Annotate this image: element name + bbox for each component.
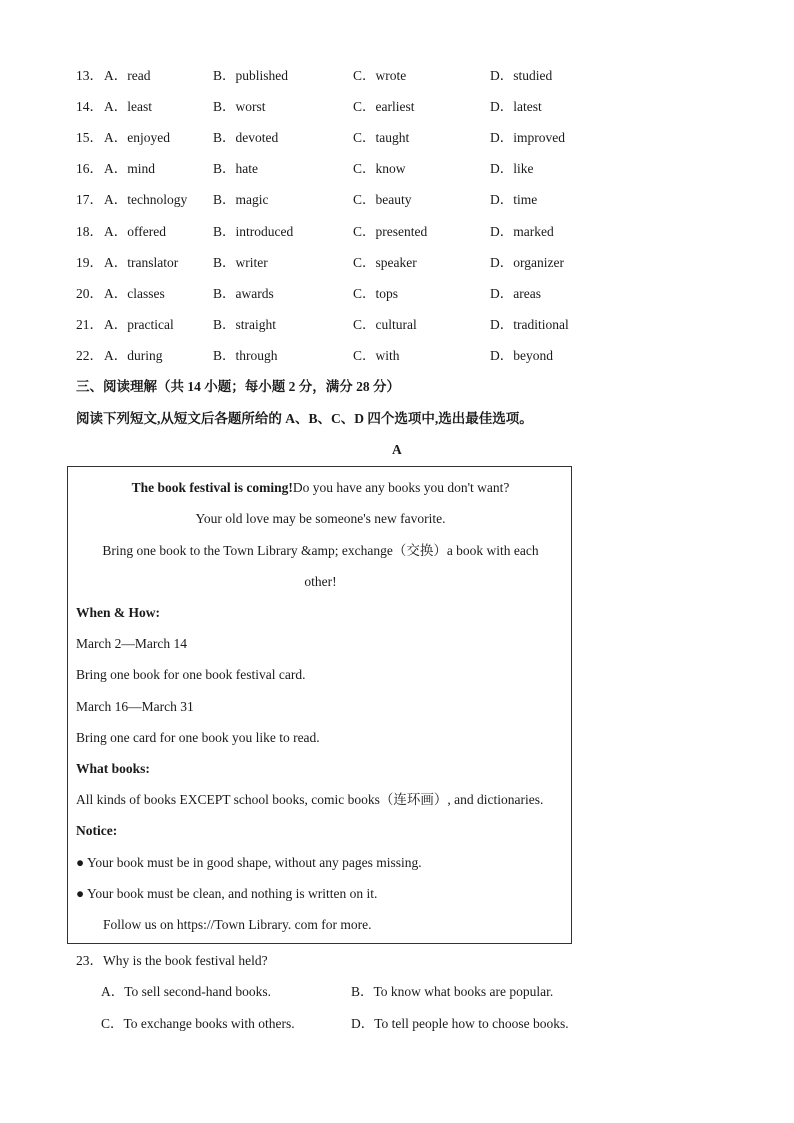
option-d: D．studied: [490, 68, 553, 83]
option-d: D．areas: [490, 286, 541, 301]
option-c: C．speaker: [353, 255, 417, 270]
option-a: A．read: [104, 68, 151, 83]
passage-line: Bring one book to the Town Library &amp; exchange（交换）a book with each: [102, 543, 539, 558]
option-c: C．presented: [353, 224, 428, 239]
option-a: A．technology: [104, 192, 188, 207]
headline: [68, 478, 573, 498]
passage-box: [67, 466, 572, 944]
option-c: C．cultural: [353, 317, 417, 332]
instruction: 阅读下列短文,从短文后各题所给的 A、B、C、D 四个选项中,选出最佳选项。: [76, 411, 533, 426]
option-c: C．know: [353, 161, 406, 176]
option-b: B．devoted: [213, 130, 279, 145]
question-number: 19．: [76, 255, 103, 270]
choice-a: A．To sell second-hand books.: [101, 984, 272, 999]
option-c: C．wrote: [353, 68, 407, 83]
option-d: D．traditional: [490, 317, 569, 332]
option-a: A．translator: [104, 255, 179, 270]
passage-line: Your old love may be someone's new favorite.: [195, 511, 446, 526]
option-c: C．with: [353, 348, 400, 363]
choice-c: C．To exchange books with others.: [101, 1016, 295, 1031]
option-a: A．during: [104, 348, 163, 363]
option-d: D．beyond: [490, 348, 553, 363]
notice-item: ● Your book must be in good shape, without any pages missing.: [76, 855, 422, 870]
passage-line: Bring one book for one book festival card.: [76, 667, 306, 682]
date-range: March 16—March 31: [76, 699, 194, 714]
question-23: 23．Why is the book festival held?: [76, 953, 268, 968]
passage-line: All kinds of books EXCEPT school books, comic books（连环画）, and dictionaries.: [76, 792, 544, 807]
option-b: B．magic: [213, 192, 269, 207]
option-d: D．organizer: [490, 255, 564, 270]
question-number: 18．: [76, 224, 103, 239]
option-b: B．published: [213, 68, 289, 83]
choice-d: D．To tell people how to choose books.: [351, 1016, 569, 1031]
option-a: A．enjoyed: [104, 130, 170, 145]
option-b: B．awards: [213, 286, 274, 301]
date-range: March 2—March 14: [76, 636, 187, 651]
option-d: D．like: [490, 161, 534, 176]
follow-line: Follow us on https://Town Library. com for more.: [103, 917, 372, 932]
option-b: B．hate: [213, 161, 258, 176]
question-number: 14．: [76, 99, 103, 114]
option-a: A．practical: [104, 317, 174, 332]
question-number: 13．: [76, 68, 103, 83]
option-d: D．latest: [490, 99, 542, 114]
notice-item: ● Your book must be clean, and nothing is written on it.: [76, 886, 378, 901]
option-c: C．tops: [353, 286, 399, 301]
option-d: D．time: [490, 192, 538, 207]
option-b: B．worst: [213, 99, 266, 114]
option-b: B．introduced: [213, 224, 294, 239]
option-a: A．offered: [104, 224, 166, 239]
option-a: A．least: [104, 99, 152, 114]
question-number: 17．: [76, 192, 103, 207]
question-number: 21．: [76, 317, 103, 332]
option-d: D．improved: [490, 130, 565, 145]
question-number: 15．: [76, 130, 103, 145]
headline-bold: The book festival is coming!: [131, 480, 293, 495]
option-b: B．straight: [213, 317, 276, 332]
section-title: 三、阅读理解（共 14 小题；每小题 2 分，满分 28 分）: [76, 379, 400, 394]
question-number: 20．: [76, 286, 103, 301]
when-how-heading: When & How:: [76, 605, 160, 620]
option-a: A．classes: [104, 286, 165, 301]
question-number: 16．: [76, 161, 103, 176]
passage-line: Bring one card for one book you like to read.: [76, 730, 320, 745]
option-d: D．marked: [490, 224, 554, 239]
choice-b: B．To know what books are popular.: [351, 984, 554, 999]
headline-rest: Do you have any books you don't want?: [292, 480, 510, 495]
option-a: A．mind: [104, 161, 156, 176]
what-books-heading: What books:: [76, 761, 150, 776]
option-c: C．earliest: [353, 99, 415, 114]
option-c: C．beauty: [353, 192, 412, 207]
option-b: B．writer: [213, 255, 268, 270]
question-number: 22．: [76, 348, 103, 363]
notice-heading: Notice:: [76, 823, 118, 838]
option-b: B．through: [213, 348, 278, 363]
option-c: C．taught: [353, 130, 410, 145]
passage-line: other!: [304, 574, 337, 589]
passage-letter: A: [392, 442, 402, 457]
